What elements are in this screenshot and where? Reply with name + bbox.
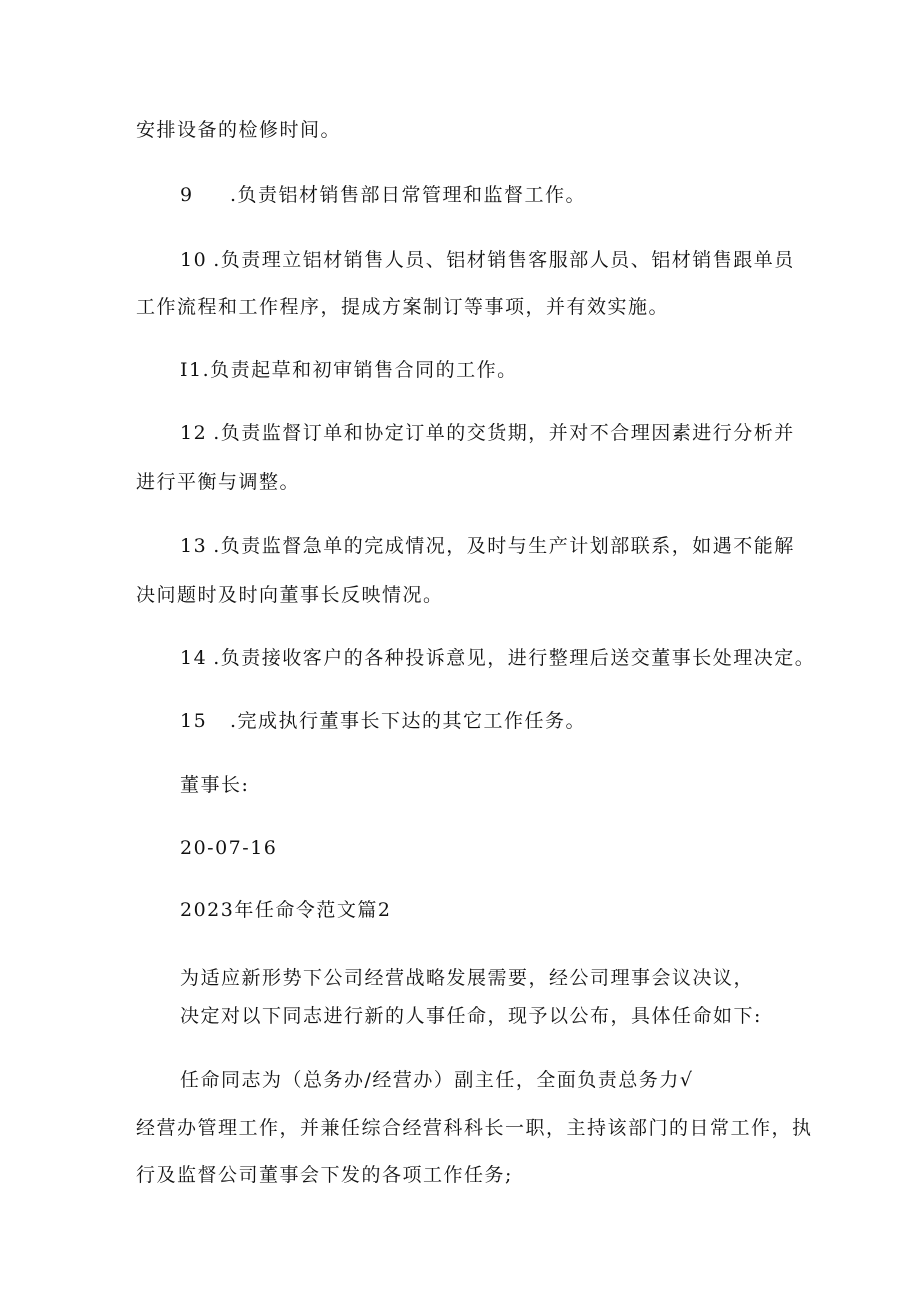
list-item-13 [180,534,795,558]
item-number: 13 [180,535,208,557]
list-item-10-continuation: 工作流程和工作程序，提成方案制订等事项，并有效实施。 [136,296,670,318]
list-item-10 [180,248,795,272]
item-text: .完成执行董事长下达的其它工作任务。 [230,710,587,732]
item-number: 10 [180,249,208,271]
item-text: .负责接收客户的各种投诉意见，进行整理后送交董事长处理决定。 [213,647,816,669]
signature-label: 董事长: [180,774,250,796]
text-line: 安排设备的检修时间。 [136,119,342,141]
list-item-13-continuation: 决问题时及时向董事长反映情况。 [136,584,444,606]
paragraph-intro-line-2: 决定对以下同志进行新的人事任命，现予以公布，具体任命如下: [180,1005,762,1027]
list-item-12 [180,421,795,445]
list-item-12-continuation: 进行平衡与调整。 [136,471,301,493]
item-number: 15 [180,710,208,732]
appointment-line-3: 行及监督公司董事会下发的各项工作任务; [136,1164,513,1186]
item-number: 14 [180,647,208,669]
item-text: .负责监督急单的完成情况，及时与生产计划部联系，如遇不能解 [213,535,795,557]
item-text: .负责监督订单和协定订单的交货期，并对不合理因素进行分析并 [213,422,795,444]
item-number: 9 [180,184,194,206]
list-item-11: I1.负责起草和初审销售合同的工作。 [180,359,518,381]
section-title: 2023年任命令范文篇2 [180,899,392,921]
item-number: 12 [180,422,208,444]
list-item-15 [180,709,586,733]
item-text: .负责铝材销售部日常管理和监督工作。 [230,184,587,206]
paragraph-intro-line-1: 为适应新形势下公司经营战略发展需要，经公司理事会议决议， [180,967,755,989]
document-date: 20-07-16 [180,837,278,859]
item-text: .负责理立铝材销售人员、铝材销售客服部人员、铝材销售跟单员 [213,249,795,271]
list-item-14 [180,646,815,670]
list-item-9 [180,183,586,207]
appointment-line-1: 任命同志为（总务办/经营办）副主任，全面负责总务力√ [180,1069,694,1091]
appointment-line-2: 经营办管理工作，并兼任综合经营科科长一职，主持该部门的日常工作，执 [136,1117,813,1139]
